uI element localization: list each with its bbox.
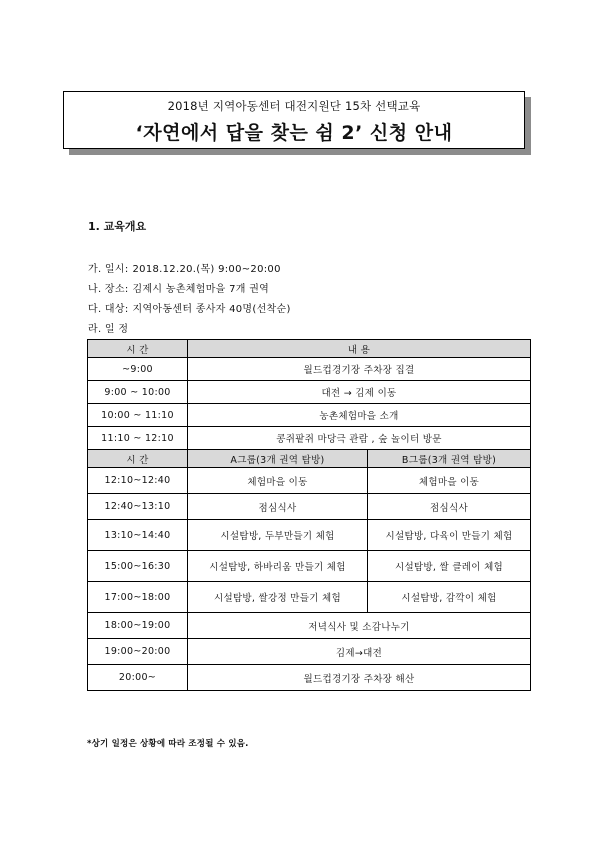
- row-group-a: 시설탐방, 하바리움 만들기 체험: [188, 551, 368, 582]
- schedule-group-header-row: [88, 450, 531, 468]
- row-content: 대전 → 김제 이동: [188, 381, 531, 404]
- schedule-table: [87, 339, 531, 691]
- page-title: ‘자연에서 답을 찾는 쉼 2’ 신청 안내: [135, 122, 453, 144]
- info-place-value: 김제시 농촌체험마을 7개 권역: [132, 284, 270, 295]
- info-place-label: 나. 장소:: [88, 284, 129, 295]
- title-subheading: 2018년 지역아동센터 대전지원단 15차 선택교육: [167, 99, 421, 113]
- table-row: [88, 665, 531, 691]
- table-row: [88, 551, 531, 582]
- table-row: [88, 613, 531, 639]
- info-schedule: [88, 320, 132, 335]
- table-row: [88, 427, 531, 450]
- row-time: 18:00~19:00: [88, 613, 188, 639]
- row-time: 10:00 ~ 11:10: [88, 404, 188, 427]
- info-place: [88, 280, 269, 295]
- row-time: 11:10 ~ 12:10: [88, 427, 188, 450]
- row-time: 17:00~18:00: [88, 582, 188, 613]
- row-group-a: 체험마을 이동: [188, 468, 368, 494]
- row-time: 9:00 ~ 10:00: [88, 381, 188, 404]
- schedule-header-row: [88, 340, 531, 358]
- row-time: 12:10~12:40: [88, 468, 188, 494]
- row-group-b: 시설탐방, 감깍이 체험: [368, 582, 531, 613]
- row-content: 김제→대전: [188, 639, 531, 665]
- row-time: 15:00~16:30: [88, 551, 188, 582]
- row-content: 월드컵경기장 주차장 해산: [188, 665, 531, 691]
- header-group-b: B그룹(3개 권역 탐방): [368, 450, 531, 468]
- title-box: [63, 91, 525, 149]
- info-date: [88, 260, 281, 275]
- header-time: 시 간: [88, 340, 188, 358]
- row-group-b: 체험마을 이동: [368, 468, 531, 494]
- row-content: 콩쥐팥쥐 마당극 관람 , 숲 놀이터 방문: [188, 427, 531, 450]
- table-row: [88, 381, 531, 404]
- row-time: 12:40~13:10: [88, 494, 188, 520]
- row-time: ~9:00: [88, 358, 188, 381]
- row-content: 월드컵경기장 주차장 집결: [188, 358, 531, 381]
- table-row: [88, 520, 531, 551]
- table-row: [88, 468, 531, 494]
- row-group-a: 시설탐방, 쌀강정 만들기 체험: [188, 582, 368, 613]
- row-time: 20:00~: [88, 665, 188, 691]
- row-content: 농촌체험마을 소개: [188, 404, 531, 427]
- info-target: [88, 300, 291, 315]
- info-date-value: 2018.12.20.(목) 9:00~20:00: [132, 264, 281, 275]
- row-time: 13:10~14:40: [88, 520, 188, 551]
- section-heading-overview: 1. 교육개요: [88, 220, 147, 233]
- info-target-label: 다. 대상:: [88, 304, 129, 315]
- table-row: [88, 494, 531, 520]
- info-target-value: 지역아동센터 종사자 40명(선착순): [132, 304, 291, 315]
- row-group-b: 점심식사: [368, 494, 531, 520]
- header-group-a: A그룹(3개 권역 탐방): [188, 450, 368, 468]
- info-date-label: 가. 일시:: [88, 264, 129, 275]
- table-row: [88, 358, 531, 381]
- row-group-a: 시설탐방, 두부만들기 체험: [188, 520, 368, 551]
- header-content: 내 용: [188, 340, 531, 358]
- header-time: 시 간: [88, 450, 188, 468]
- row-content: 저녁식사 및 소감나누기: [188, 613, 531, 639]
- table-row: [88, 582, 531, 613]
- footnote: *상기 일정은 상황에 따라 조정될 수 있음.: [87, 739, 249, 749]
- info-schedule-label: 라. 일 정: [88, 324, 129, 335]
- row-group-b: 시설탐방, 다육이 만들기 체험: [368, 520, 531, 551]
- row-time: 19:00~20:00: [88, 639, 188, 665]
- table-row: [88, 404, 531, 427]
- row-group-a: 점심식사: [188, 494, 368, 520]
- row-group-b: 시설탐방, 쌀 클레이 체험: [368, 551, 531, 582]
- table-row: [88, 639, 531, 665]
